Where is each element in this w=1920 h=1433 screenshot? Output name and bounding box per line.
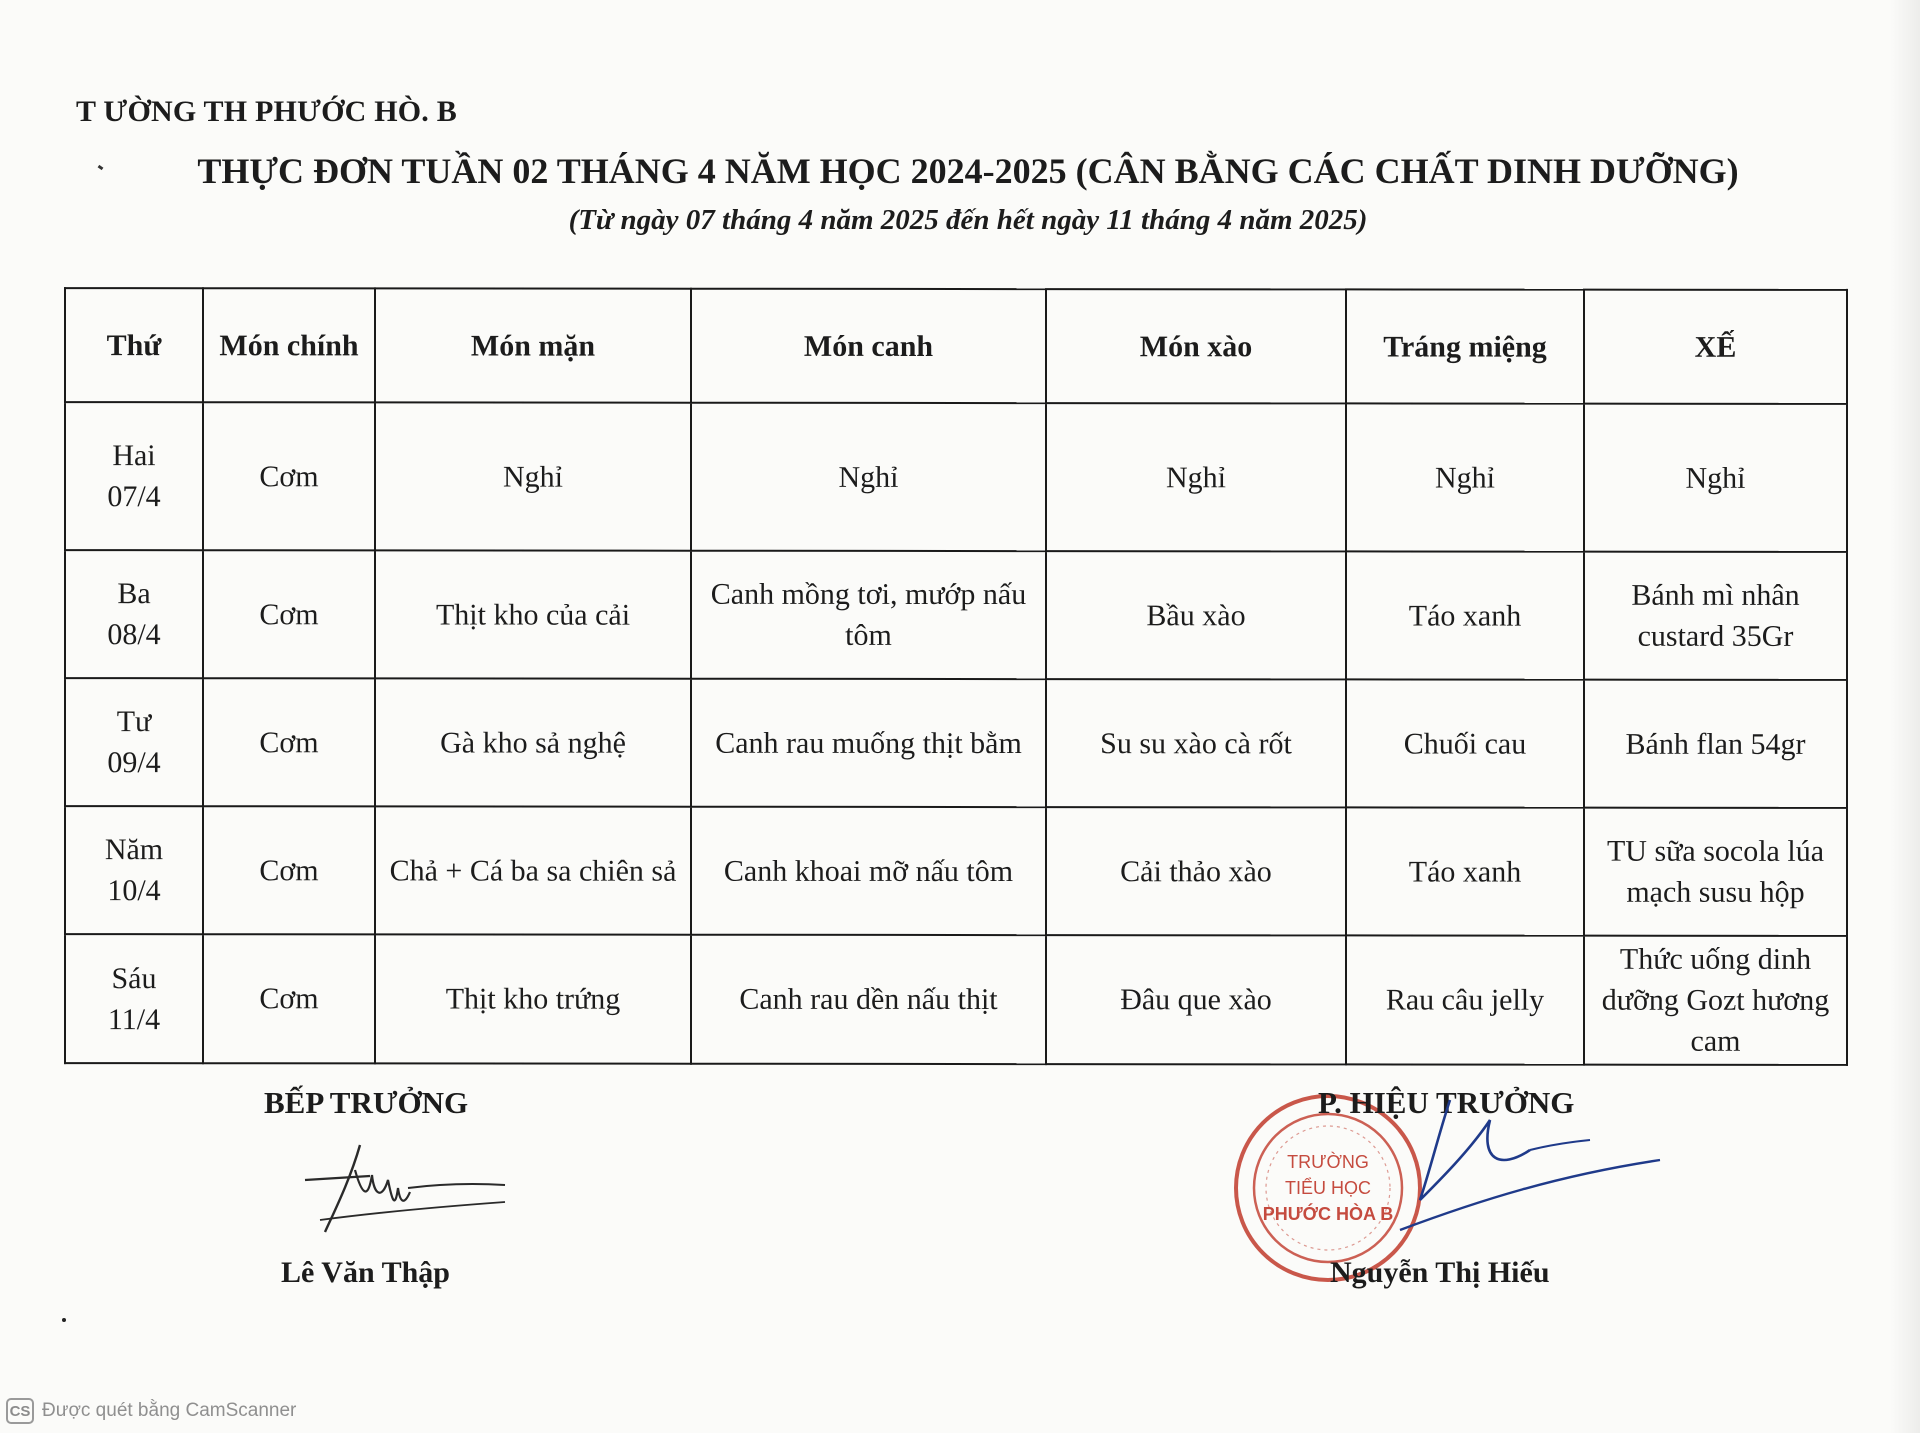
kitchen-head-title: BẾP TRƯỞNG	[264, 1085, 469, 1120]
kitchen-head-signature	[300, 1140, 510, 1240]
main-dish-cell: Cơm	[203, 678, 375, 806]
column-header: Món chính	[203, 288, 375, 402]
table-row	[65, 550, 1847, 680]
column-header: XẾ	[1584, 290, 1847, 404]
svg-text:PHƯỚC HÒA B: PHƯỚC HÒA B	[1262, 1204, 1394, 1224]
table-row	[65, 934, 1847, 1065]
salty-dish-cell: Gà kho sả nghệ	[375, 678, 691, 806]
vice-principal-signature	[1380, 1090, 1670, 1240]
school-name: T ƯỜNG TH PHƯỚC HÒ. B	[76, 95, 457, 128]
main-dish-cell: Cơm	[203, 806, 375, 934]
table-row	[65, 678, 1847, 808]
day-name: Tư	[116, 705, 152, 739]
main-dish-cell: Cơm	[203, 402, 375, 550]
soup-cell: Canh mồng tơi, mướp nấu tôm	[691, 551, 1046, 679]
table-row	[65, 402, 1847, 552]
salty-dish-cell: Thịt kho của cải	[375, 550, 691, 678]
vice-principal-title: P. HIỆU TRƯỞNG	[1318, 1085, 1575, 1120]
menu-table	[64, 287, 1848, 1066]
day-date: 08/4	[107, 618, 161, 652]
stirfry-cell: Đâu que xào	[1046, 935, 1346, 1064]
snack-cell: Bánh mì nhân custard 35Gr	[1584, 552, 1847, 680]
day-date: 11/4	[107, 1002, 161, 1036]
day-date: 09/4	[107, 746, 161, 780]
dessert-cell: Rau câu jelly	[1346, 935, 1584, 1064]
day-date: 10/4	[107, 874, 161, 908]
camscanner-logo-icon: CS	[6, 1398, 34, 1424]
soup-cell: Canh khoai mỡ nấu tôm	[691, 807, 1046, 935]
day-name: Năm	[104, 833, 164, 867]
dessert-cell: Chuối cau	[1346, 679, 1584, 807]
day-cell	[65, 934, 203, 1063]
document-subtitle: (Từ ngày 07 tháng 4 năm 2025 đến hết ngày 11 tháng 4 năm 2025)	[568, 204, 1368, 236]
snack-cell: TU sữa socola lúa mạch susu hộp	[1584, 808, 1847, 936]
salty-dish-cell: Nghỉ	[375, 402, 691, 550]
snack-cell: Nghỉ	[1584, 404, 1847, 552]
main-dish-cell: Cơm	[203, 550, 375, 678]
svg-text:TIỂU HỌC: TIỂU HỌC	[1284, 1178, 1372, 1198]
day-name: Ba	[117, 577, 151, 611]
day-name: Sáu	[111, 961, 157, 995]
column-header: Tráng miệng	[1346, 289, 1584, 403]
kitchen-head-name: Lê Văn Thập	[281, 1256, 450, 1289]
dessert-cell: Táo xanh	[1346, 551, 1584, 679]
dessert-cell: Nghỉ	[1346, 403, 1584, 551]
stirfry-cell: Bầu xào	[1046, 551, 1346, 679]
document-title: THỰC ĐƠN TUẦN 02 THÁNG 4 NĂM HỌC 2024-2025 (CÂN BẰNG CÁC CHẤT DINH DƯỠNG)	[197, 151, 1739, 191]
column-header: Thứ	[65, 288, 203, 402]
day-date: 07/4	[107, 480, 161, 514]
vice-principal-name: Nguyễn Thị Hiếu	[1330, 1256, 1550, 1289]
scan-dot	[62, 1318, 66, 1322]
day-cell	[65, 550, 203, 678]
soup-cell: Nghỉ	[691, 403, 1046, 551]
dessert-cell: Táo xanh	[1346, 807, 1584, 935]
day-cell	[65, 806, 203, 934]
salty-dish-cell: Chả + Cá ba sa chiên sả	[375, 806, 691, 934]
table-header-row	[65, 288, 1847, 404]
scanner-footer	[6, 1396, 296, 1426]
column-header: Món mặn	[375, 288, 691, 402]
svg-text:TRƯỜNG: TRƯỜNG	[1287, 1152, 1369, 1172]
scanner-watermark-text: Được quét bằng CamScanner	[42, 1400, 297, 1421]
soup-cell: Canh rau muống thịt bằm	[691, 679, 1046, 807]
column-header: Món xào	[1046, 289, 1346, 403]
stirfry-cell: Cải thảo xào	[1046, 807, 1346, 935]
snack-cell: Thức uống dinh dưỡng Gozt hương cam	[1584, 936, 1847, 1065]
stirfry-cell: Su su xào cà rốt	[1046, 679, 1346, 807]
salty-dish-cell: Thịt kho trứng	[375, 934, 691, 1063]
snack-cell: Bánh flan 54gr	[1584, 680, 1847, 808]
day-cell	[65, 402, 203, 550]
table-row	[65, 806, 1847, 936]
day-cell	[65, 678, 203, 806]
main-dish-cell: Cơm	[203, 934, 375, 1063]
stirfry-cell: Nghỉ	[1046, 403, 1346, 551]
soup-cell: Canh rau dền nấu thịt	[691, 935, 1046, 1064]
column-header: Món canh	[691, 289, 1046, 403]
day-name: Hai	[112, 439, 156, 473]
